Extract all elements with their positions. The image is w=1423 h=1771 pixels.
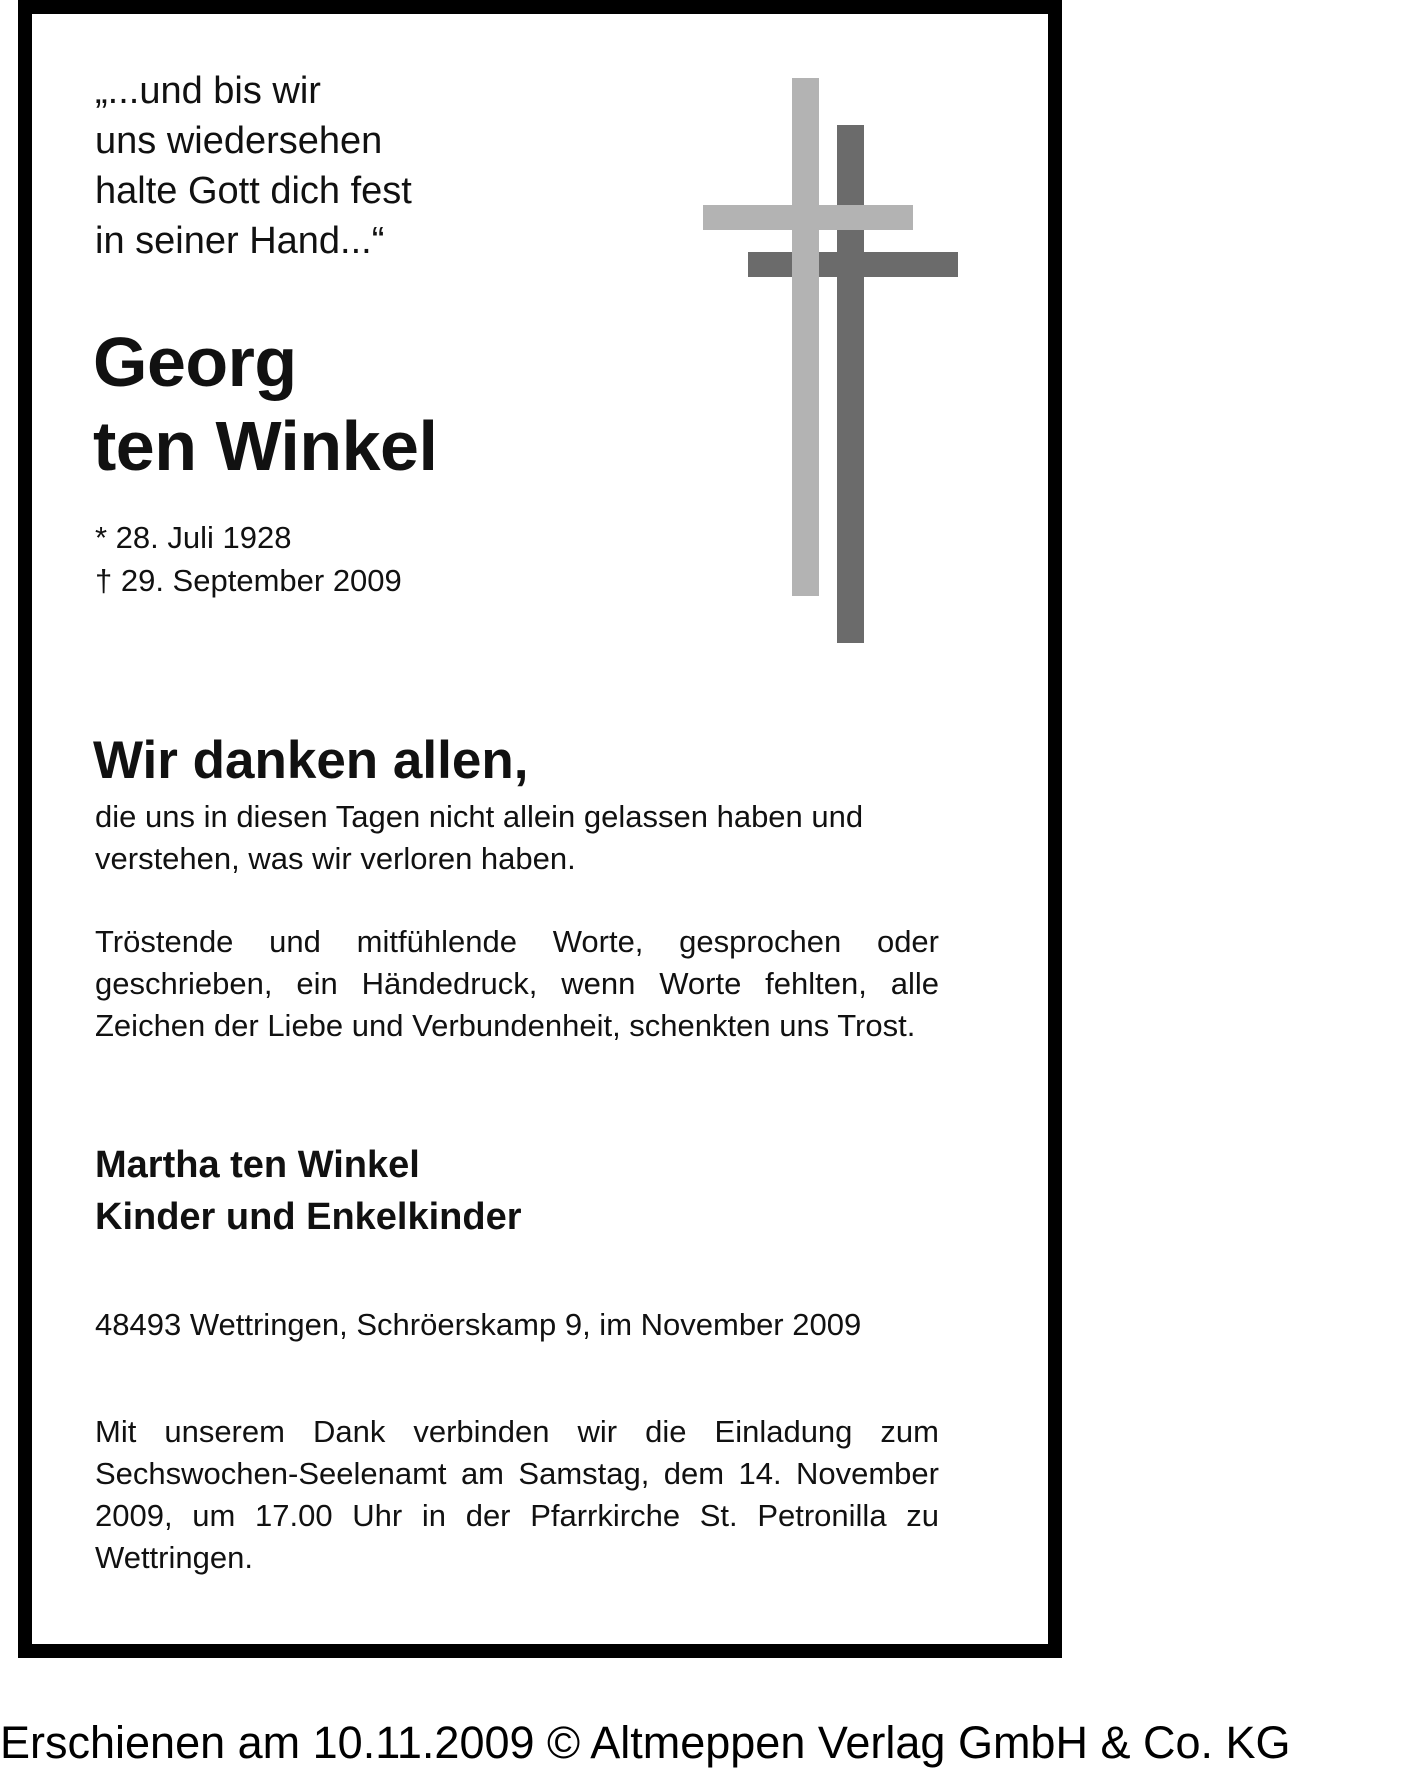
publication-footer: Erschienen am 10.11.2009 © Altmeppen Verlag GmbH & Co. KG <box>0 1717 1291 1768</box>
dark-cross-vertical <box>837 125 864 643</box>
light-cross-horizontal <box>703 205 913 230</box>
signer-line: Kinder und Enkelkinder <box>95 1196 522 1238</box>
address-line: 48493 Wettringen, Schröerskamp 9, im November 2009 <box>95 1307 862 1342</box>
name-last: ten Winkel <box>93 407 438 485</box>
deceased-name <box>93 320 437 488</box>
thanks-text: die uns in diesen Tagen nicht allein gelassen haben und verstehen, was wir verloren haben. <box>95 799 864 876</box>
thanks-heading: Wir danken allen, <box>93 731 529 790</box>
invitation-text: Mit unserem Dank verbinden wir die Einladung zum Sechswochen-Seelenamt am Samstag, dem 14. November 2009, um 17.00 Uhr in der Pfarrkirche St. Petronilla zu Wettringen. <box>95 1414 939 1575</box>
birth-date: * 28. Juli 1928 <box>95 520 292 555</box>
death-date: † 29. September 2009 <box>95 563 402 598</box>
quote-line: halte Gott dich fest <box>95 170 412 212</box>
quote-line: in seiner Hand...“ <box>95 220 385 262</box>
quote-line: uns wiedersehen <box>95 120 383 162</box>
light-cross-vertical <box>792 78 819 596</box>
dark-cross-horizontal <box>748 252 958 277</box>
signers <box>95 1139 522 1243</box>
life-dates <box>95 516 402 602</box>
comfort-text: Tröstende und mitfühlende Worte, gesprochen oder geschrieben, ein Händedruck, wenn Worte fehlten, alle Zeichen der Liebe und Verbundenheit, schenkten uns Trost. <box>95 924 939 1043</box>
signer-line: Martha ten Winkel <box>95 1144 420 1186</box>
memorial-quote <box>95 66 412 266</box>
name-first: Georg <box>93 323 297 401</box>
quote-line: „...und bis wir <box>95 70 321 112</box>
